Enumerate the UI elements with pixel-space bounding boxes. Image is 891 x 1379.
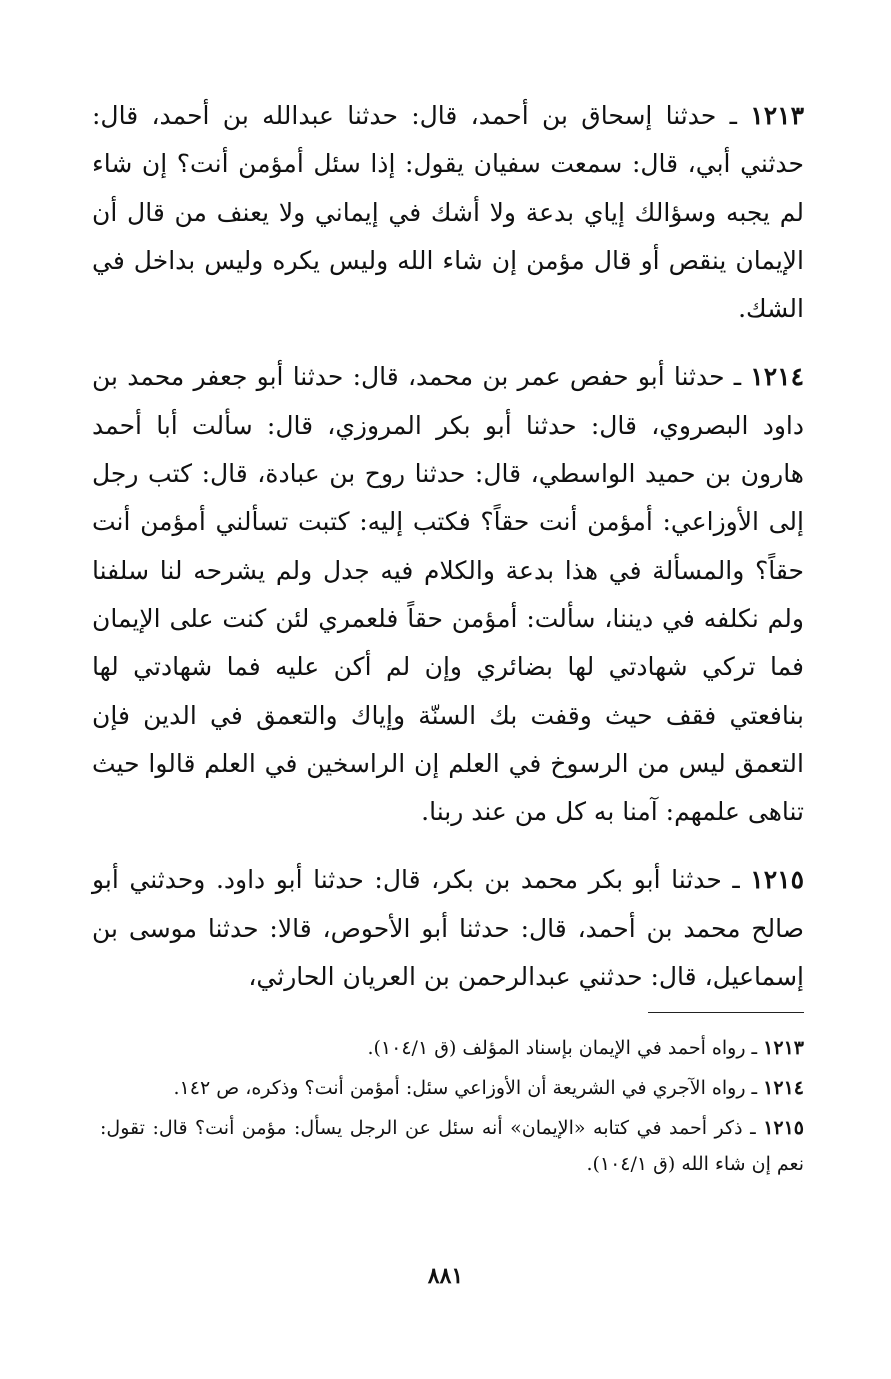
footnote-number: ١٢١٤ bbox=[763, 1077, 804, 1099]
footnote-number: ١٢١٣ bbox=[763, 1037, 804, 1059]
footnote-dash: ـ bbox=[745, 1077, 764, 1099]
hadith-dash: ـ bbox=[716, 101, 751, 130]
hadith-number: ١٢١٥ bbox=[750, 865, 805, 895]
hadith-text: حدثنا أبو بكر محمد بن بكر، قال: حدثنا أبو داود. وحدثني أبو صالح محمد بن أحمد، قال: حدثنا أبو الأحوص، قالا: حدثنا موسى بن إسماعيل، قال: حدثني عبدالرحمن بن العريان الحارثي، bbox=[92, 865, 804, 992]
page-number: ٨٨١ bbox=[427, 1263, 464, 1289]
hadith-paragraph-1213 bbox=[92, 92, 804, 333]
hadith-paragraph-1214 bbox=[92, 353, 804, 836]
footnote-divider bbox=[648, 1012, 804, 1013]
footnotes bbox=[100, 1030, 804, 1186]
footnote-text: ذكر أحمد في كتابه «الإيمان» أنه سئل عن الرجل يسأل: مؤمن أنت؟ قال: تقول: نعم إن شاء الله (ق ١٠٤/١). bbox=[100, 1117, 804, 1175]
footnote-dash: ـ bbox=[745, 1037, 764, 1059]
footnote-text: رواه الآجري في الشريعة أن الأوزاعي سئل: أمؤمن أنت؟ وذكره، ص ١٤٢. bbox=[173, 1077, 746, 1099]
footnote-1214 bbox=[100, 1070, 804, 1106]
footnote-number: ١٢١٥ bbox=[763, 1117, 805, 1139]
footnote-text: رواه أحمد في الإيمان بإسناد المؤلف (ق ١٠٤/١). bbox=[367, 1037, 746, 1059]
hadith-dash: ـ bbox=[721, 865, 751, 895]
main-text bbox=[92, 92, 804, 1021]
hadith-paragraph-1215 bbox=[92, 856, 804, 1001]
hadith-dash: ـ bbox=[724, 362, 751, 392]
hadith-number: ١٢١٣ bbox=[750, 101, 804, 130]
footnote-1215 bbox=[100, 1110, 804, 1182]
footnote-dash: ـ bbox=[742, 1117, 764, 1139]
hadith-text: حدثنا إسحاق بن أحمد، قال: حدثنا عبدالله بن أحمد، قال: حدثني أبي، قال: سمعت سفيان يقول: إذا سئل أمؤمن أنت؟ إن شاء لم يجبه وسؤالك إياي بدعة ولا أشك في إيماني ولا يعنف من قال أن الإيمان ينقص أو قال مؤمن إن شاء الله وليس يكره وليس بداخل في الشك. bbox=[92, 101, 804, 324]
hadith-number: ١٢١٤ bbox=[750, 362, 805, 392]
footnote-1213 bbox=[100, 1030, 804, 1066]
hadith-text: حدثنا أبو حفص عمر بن محمد، قال: حدثنا أبو جعفر محمد بن داود البصروي، قال: حدثنا أبو بكر المروزي، قال: سألت أبا أحمد هارون بن حميد الواسطي، قال: حدثنا روح بن عبادة، قال: كتب رجل إلى الأوزاعي: أمؤمن أنت حقاً؟ فكتب إليه: كتبت تسألني أمؤمن أنت حقاً؟ والمسألة في هذا بدعة والكلام فيه جدل ولم يشرحه لنا سلفنا ولم نكلفه في ديننا، سألت: أمؤمن حقاً فلعمري لئن كنت على الإيمان فما تركي شهادتي لها بضائري وإن لم أكن عليه فما شهادتي لها بنافعتي فقف حيث وقفت بك السنّة وإياك والتعمق في الدين فإن التعمق ليس من الرسوخ في العلم إن الراسخين في العلم قالوا حيث تناهى علمهم: آمنا به كل من عند ربنا. bbox=[92, 362, 804, 827]
